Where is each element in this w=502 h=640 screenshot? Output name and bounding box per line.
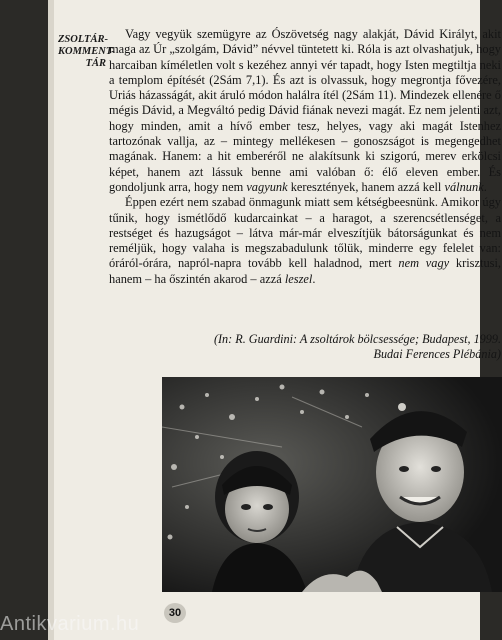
section-label-line: ZSOLTÁR- [58, 34, 108, 45]
watermark: Antikvarium.hu [0, 613, 140, 635]
section-label-line: KOMMENT- [58, 46, 115, 57]
emphasis-text: nem vagy [398, 256, 450, 271]
text-run: keresztények, hanem azzá kell [287, 179, 445, 194]
section-label [58, 34, 115, 70]
body-text [109, 27, 501, 287]
emphasis-text: leszel [284, 271, 313, 286]
book-page [48, 0, 501, 640]
source-line: Budai Ferences Plébánia) [373, 347, 501, 362]
text-run: Vagy vegyük szemügyre az Ószövetség nagy alakját, Dávid Királyt, akit maga az Úr „szolgám, Dávid” névvel tüntetett ki. Róla is azt olvashatjuk, hogy harcaiban kíméletlen volt s kezéhez annyi vér tapadt, hogy Isten megtiltja neki a templom építését (2Sám 7,1). És azt is olvassuk, hogy megrontja fővezére, Uriás házasságát, akit áruló módon halálra ítél (2Sám 11). Mindezek ellenére ő mégis Dávid, a Megváltó pedig Dávid fiának nevezi magát. Ez nem jelenti azt, hogy minden, amit a hívő ember tesz, helyes, vagy aki magát Istenhez tartozónak vallja, az – mintegy mellékesen – gonoszságot is megengedhet magának. Hanem: a hit emberéről ne alakítsunk ki szigorú, merev erkölcsi képet, hanem azt lássuk benne ami valóban ő: élő eleven ember. És gondoljunk arra, hogy nem [109, 27, 501, 194]
text-run: . [312, 271, 316, 286]
source-citation [109, 332, 501, 363]
text-run: . [483, 179, 487, 194]
emphasis-text: vagyunk [246, 179, 288, 194]
paragraph [109, 195, 501, 287]
text-run: krisztusi, hanem – ha őszintén akarod – azzá [109, 256, 501, 286]
paragraph [109, 27, 501, 195]
source-line: (In: R. Guardini: A zsoltárok bölcsessége; Budapest, 1999. [213, 332, 501, 346]
page-margin-strip [48, 0, 54, 640]
photo-illustration [162, 377, 502, 592]
text-run: Éppen ezért nem szabad önmagunk miatt sem kétségbeesnünk. Amikor úgy tűnik, hogy ismétlődő kudarcainkat – a haragot, a szerencsétlenséget, a restséget és hazugságot – látva már-már elveszítjük bátorságunkat és nem reméljük, hogy valaha is megszabadulunk tőlük, minderre egy felelet van: óráról-órára, napról-napra tovább kell haladnod, mert [109, 195, 501, 271]
page-number: 30 [164, 603, 186, 623]
section-label-line: TÁR [85, 58, 106, 69]
children-photo [162, 377, 502, 592]
emphasis-text: válnunk [444, 179, 484, 194]
